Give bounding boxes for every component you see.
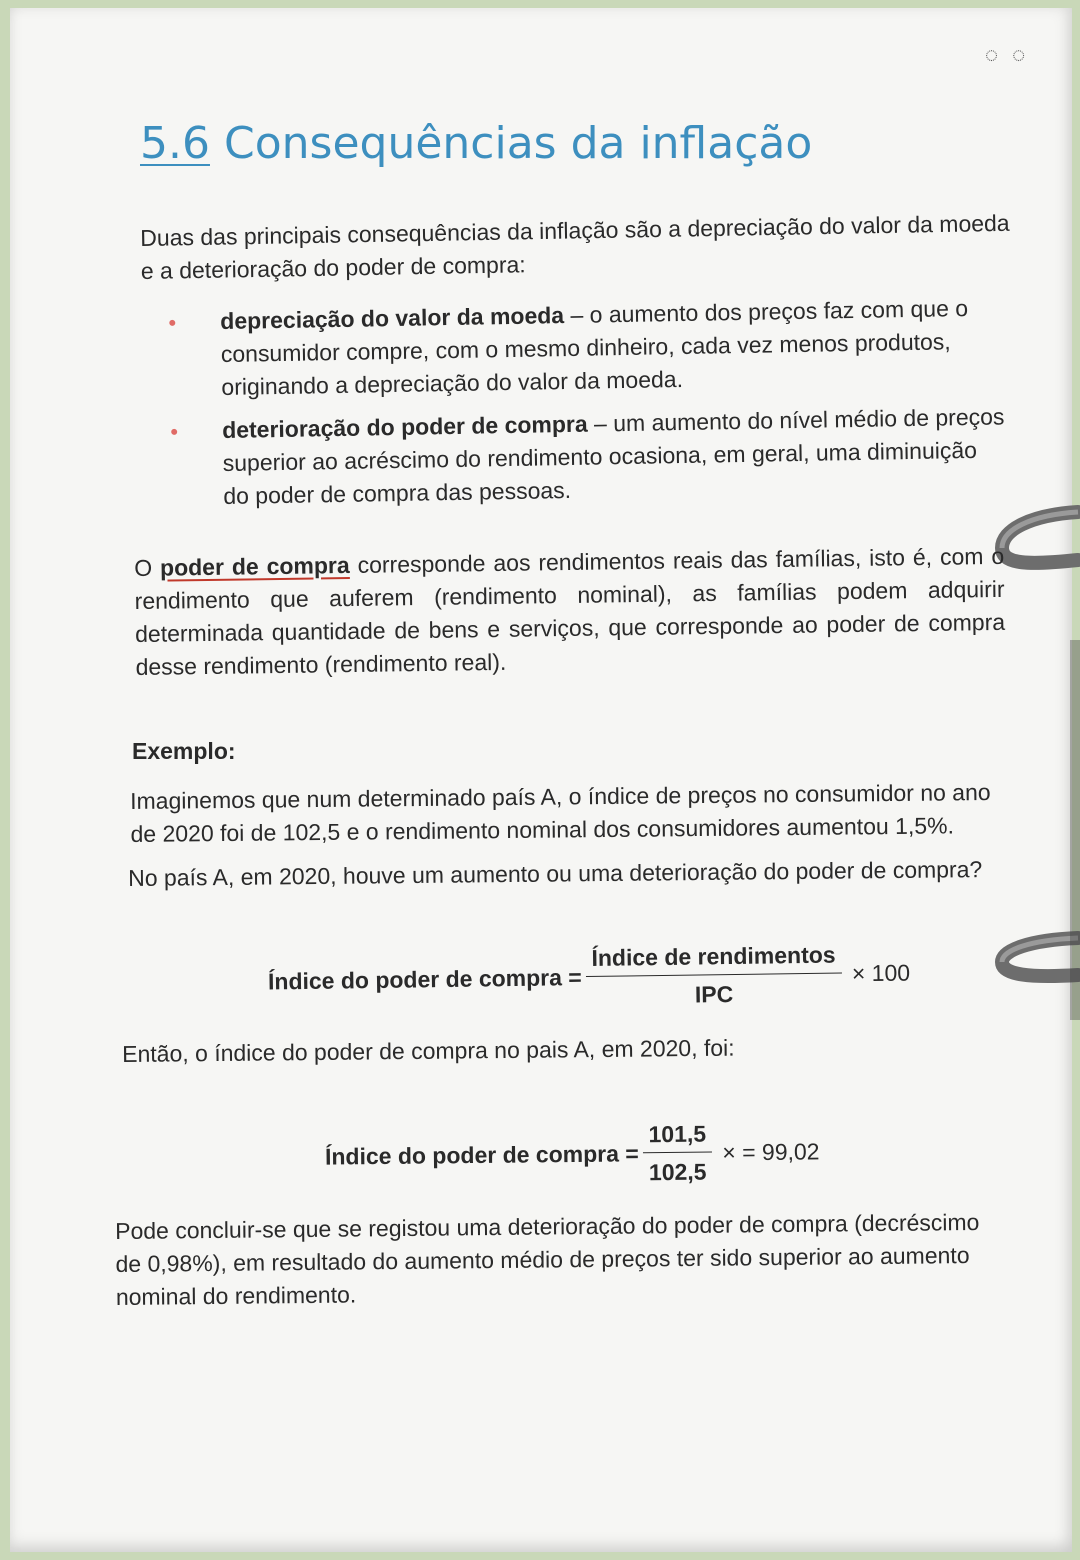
list-item [167,400,1009,514]
formula-denominator: 102,5 [648,1158,707,1186]
formula-multiplier: × 100 [851,959,911,987]
formula-general [268,941,911,1015]
section-title-text: Consequências da inflação [223,118,813,169]
formula-numerator: 101,5 [642,1121,712,1154]
consequences-list [165,291,1009,524]
bullet-term: depreciação do valor da moeda [220,302,565,335]
example-label: Exemplo: [132,738,236,764]
definition-term: poder de compra [159,551,350,581]
formula-applied [325,1119,820,1189]
formula-lhs: Índice do poder de compra = [267,964,582,995]
corner-marks-icon: ◌◌ [985,42,1040,67]
definition-lead: O [134,554,161,581]
formula-fraction [642,1121,712,1187]
bullet-icon [169,320,175,326]
intro-paragraph: Duas das principais consequências da inflação são a depreciação do valor da moeda e a deterioração do poder de compra: [140,209,1010,284]
bullet-icon [171,429,177,435]
conclusion-paragraph: Pode concluir-se que se registou uma deterioração do poder de compra (decréscimo de 0,98%), em resultado do aumento médio de preços ter sido superior ao aumento nominal do rendimento. [115,1208,980,1310]
bullet-text: – um aumento do nível médio de preços superior ao acréscimo do rendimento ocasiona, em geral, uma diminuição do poder de compra das pessoas. [222,403,1005,510]
formula-numerator: Índice de rendimentos [585,941,842,977]
formula-denominator: IPC [694,980,734,1008]
formula-lhs: Índice do poder de compra = [324,1140,639,1170]
definition-paragraph [134,540,1006,684]
then-text: Então, o índice do poder de compra no pais A, em 2020, foi: [122,1034,735,1067]
formula-fraction [585,941,842,1010]
bullet-text: – o aumento dos preços faz com que o consumidor compre, com o mesmo dinheiro, cada vez menos produtos, originando a depreciação do valor da moeda. [220,294,969,401]
example-text: Imaginemos que num determinado país A, o índice de preços no consumidor no ano de 2020 foi de 102,5 e o rendimento nominal dos consumidores aumentou 1,5%. [130,778,991,847]
section-number: 5.6 [140,118,210,169]
definition-text: corresponde aos rendimentos reais das famílias, isto é, com o rendimento que auferem (rendimento nominal), as famílias podem adquirir determinada quantidade de bens e serviços, que corresponde ao poder de compra desse rendimento (rendimento real). [134,542,1006,680]
list-item [165,291,1007,405]
section-title [140,118,812,169]
formula-result: × = 99,02 [722,1138,820,1166]
bullet-term: deterioração do poder de compra [221,410,588,444]
example-question: No país A, em 2020, houve um aumento ou uma deterioração do poder de compra? [128,856,983,891]
